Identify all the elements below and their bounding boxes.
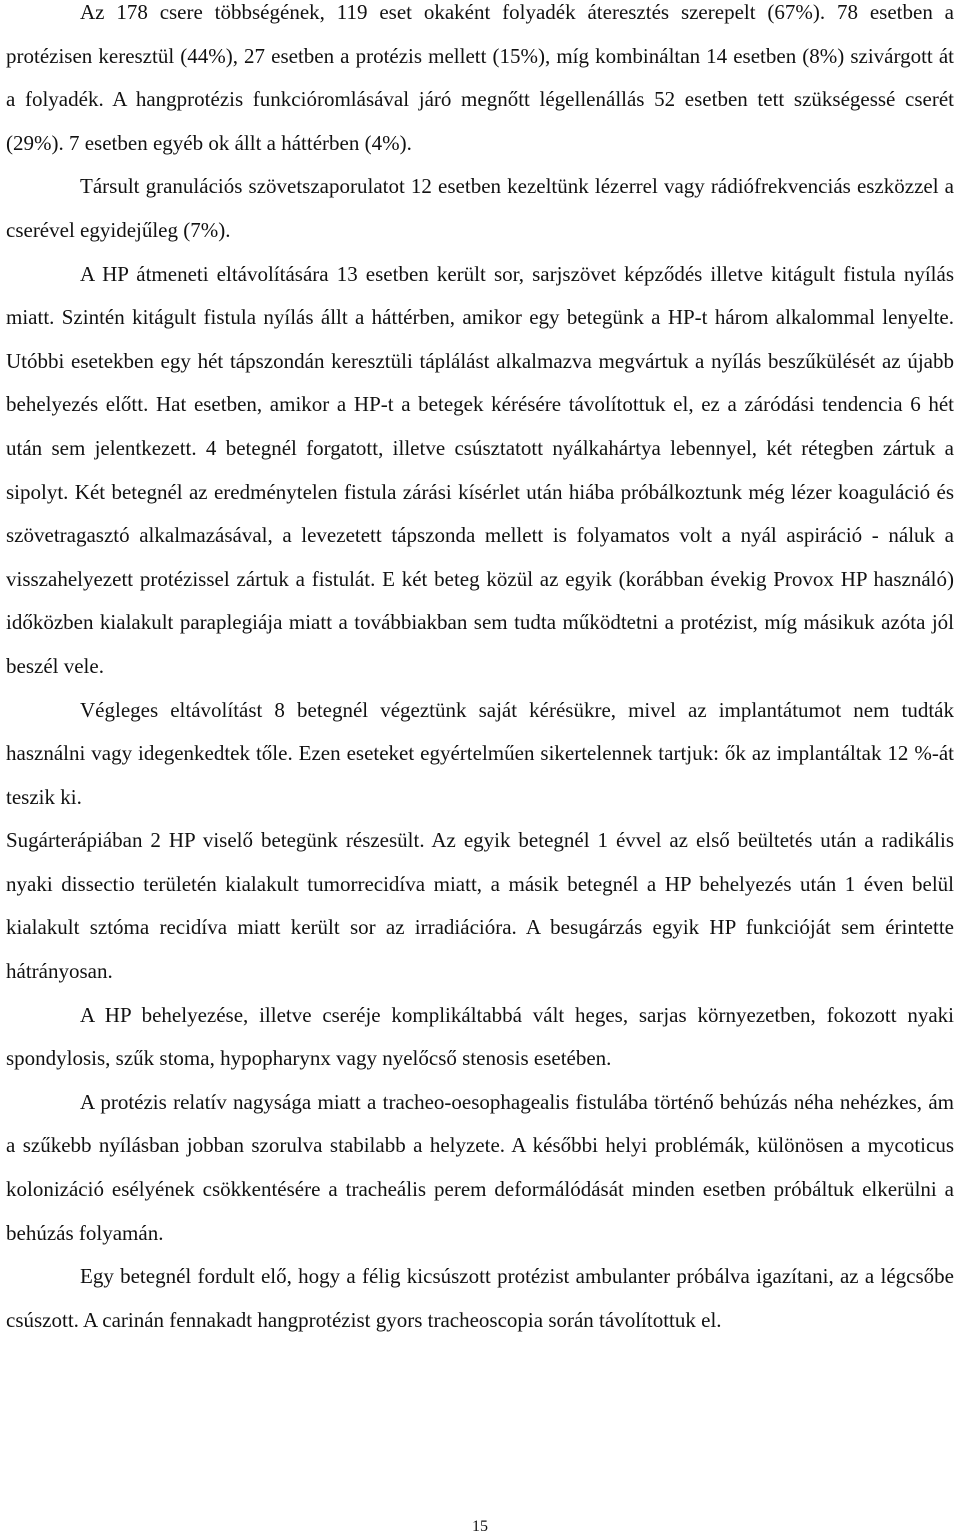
paragraph: A HP átmeneti eltávolítására 13 esetben került sor, sarjszövet képződés illetve kitágult fistula nyílás miatt. Szintén kitágult fistula nyílás állt a háttérben, amikor egy betegünk a HP-t három alkalommal lenyelte. Utóbbi esetekben egy hét tápszondán keresztüli táplálást alkalmazva megvártuk a nyílás beszűkülését az újabb behelyezés előtt. Hat esetben, amikor a HP-t a betegek kérésére távolítottuk el, ez a záródási tendencia 6 hét után sem jelentkezett. 4 betegnél forgatott, illetve csúsztatott nyálkahártya lebennyel, két rétegben zártuk a sipolyt. Két betegnél az eredménytelen fistula zárási kísérlet után hiába próbálkoztunk még lézer koaguláció és szövetragasztó alkalmazásával, a levezetett tápszonda mellett is folyamatos volt a nyál aspiráció - náluk a visszahelyezett protézissel zártuk a fistulát. E két beteg közül az egyik (korábban évekig Provox HP használó) időközben kialakult paraplegiája miatt a továbbiakban sem tudta működtetni a protézist, míg másikuk azóta jól beszél vele. [6,261,954,678]
paragraph: Egy betegnél fordult elő, hogy a félig kicsúszott protézist ambulanter próbálva igazítani, az a légcsőbe csúszott. A carinán fennakadt hangprotézist gyors tracheoscopia során távolítottuk el. [6,1264,954,1332]
paragraph: Az 178 csere többségének, 119 eset okaként folyadék áteresztés szerepelt (67%). 78 esetben a protézisen keresztül (44%), 27 esetben a protézis mellett (15%), míg kombináltan 14 esetben (8%) szivárgott át a folyadék. A hangprotézis funkcióromlásával járó megnőtt légellenállás 52 esetben tett szükségessé cserét (29%). 7 esetben egyéb ok állt a háttérben (4%). [6,0,954,155]
paragraph: A protézis relatív nagysága miatt a tracheo-oesophagealis fistulába történő behúzás néha nehézkes, ám a szűkebb nyílásban jobban szorulva stabilabb a helyzete. A későbbi helyi problémák, különösen a mycoticus kolonizáció esélyének csökkentésére a tracheális perem deformálódását minden esetben próbáltuk elkerülni a behúzás folyamán. [6,1089,954,1245]
paragraph: Társult granulációs szövetszaporulatot 12 esetben kezeltünk lézerrel vagy rádiófrekvenciás eszközzel a cserével egyidejűleg (7%). [6,174,954,242]
body-text [6,0,954,1342]
page-number: 15 [472,1518,488,1535]
paragraph: A HP behelyezése, illetve cseréje komplikáltabbá vált heges, sarjas környezetben, fokozott nyaki spondylosis, szűk stoma, hypopharynx vagy nyelőcső stenosis esetében. [6,1002,954,1071]
paragraph: Sugárterápiában 2 HP viselő betegünk részesült. Az egyik betegnél 1 évvel az első beültetés után a radikális nyaki dissectio területén kialakult tumorrecidíva miatt, a másik betegnél a HP behelyezés után 1 éven belül kialakult sztóma recidíva miatt került sor az irradiációra. A besugárzás egyik HP funkcióját sem érintette hátrányosan. [6,828,954,984]
paragraph: Végleges eltávolítást 8 betegnél végeztünk saját kérésükre, mivel az implantátumot nem tudták használni vagy idegenkedtek tőle. Ezen eseteket egyértelműen sikertelennek tartjuk: ők az implantáltak 12 %-át teszik ki. [6,697,954,809]
